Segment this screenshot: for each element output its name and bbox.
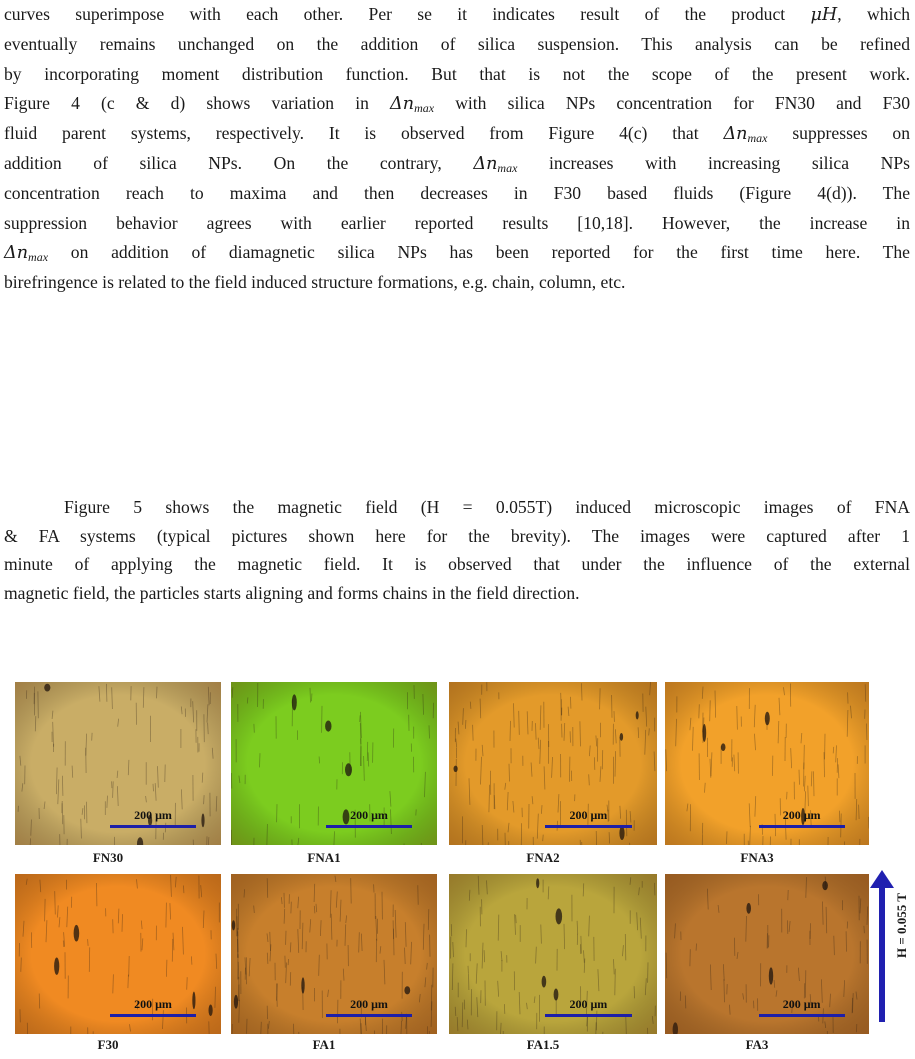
text-line: minute of applying the magnetic field. It is observed that under the influence of the external — [4, 554, 910, 574]
micrograph-fna1 — [231, 682, 437, 845]
text-line: curves superimpose with each other. Per se it indicates result of the product μH, which — [4, 4, 910, 25]
scale-label: 200 μm — [569, 808, 608, 822]
text-line: $\Delta n_{max}$ on addition of diamagnetic silica NPs has been reported for the first time here. The — [4, 242, 910, 265]
micrograph-f30 — [15, 874, 221, 1034]
micrograph-fna2 — [449, 682, 657, 845]
scale-bar — [110, 825, 197, 828]
panel-caption: FNA2 — [526, 850, 560, 865]
text-line: Figure 4 (c & d) shows variation in $\Delta n_{max}$ with silica NPs concentration for FN30 and F30 — [4, 93, 910, 116]
text-line: magnetic field, the particles starts aligning and forms chains in the field direction. — [4, 582, 580, 603]
text-line: birefringence is related to the field induced structure formations, e.g. chain, column, etc. — [4, 272, 626, 293]
panel-caption: FNA1 — [307, 850, 341, 865]
panel-caption: FA3 — [745, 1037, 769, 1052]
scale-label: 200 μm — [350, 997, 388, 1011]
scale-bar — [759, 825, 845, 828]
scale-label: 200 μm — [782, 997, 821, 1011]
text-line: eventually remains unchanged on the addition of silica suspension. This analysis can be refined — [4, 33, 910, 54]
micrograph-fa1-5 — [449, 874, 657, 1034]
text-line: concentration reach to maxima and then decreases in F30 based fluids (Figure 4(d)). The — [4, 182, 910, 203]
scale-bar — [545, 1014, 632, 1017]
micrograph-fn30 — [15, 682, 221, 845]
scale-bar — [326, 1014, 413, 1017]
text-line: Figure 5 shows the magnetic field (H = 0.055T) induced microscopic images of FNA — [64, 497, 910, 517]
scale-label: 200 μm — [134, 808, 172, 822]
scale-label: 200 μm — [134, 997, 172, 1011]
text-line: & FA systems (typical pictures shown here for the brevity). The images were captured after 1 — [4, 525, 910, 546]
field-direction-arrow — [870, 870, 910, 1030]
micrograph-fa3 — [665, 874, 869, 1034]
field-label: H = 0.055 T — [894, 893, 909, 958]
panel-caption: FA1 — [312, 1037, 336, 1052]
text-line: fluid parent systems, respectively. It is observed from Figure 4(c) that $\Delta n_{max}$ suppresses on — [4, 123, 910, 146]
micrograph-fna3 — [665, 682, 869, 845]
text-line: by incorporating moment distribution function. But that is not the scope of the present work. — [4, 63, 910, 84]
scale-label: 200 μm — [569, 997, 608, 1011]
text-line: addition of silica NPs. On the contrary, $\Delta n_{max}$ increases with increasing silica NPs — [4, 152, 910, 175]
arrow-shaft — [879, 886, 885, 1022]
scale-bar — [326, 825, 413, 828]
panel-caption: F30 — [97, 1037, 119, 1052]
paragraph-1 — [4, 0, 910, 298]
scale-label: 200 μm — [782, 808, 821, 822]
panel-caption: FNA3 — [740, 850, 774, 865]
panel-caption: FA1.5 — [526, 1037, 560, 1052]
scale-bar — [110, 1014, 197, 1017]
panel-caption: FN30 — [92, 850, 124, 865]
scale-bar — [759, 1014, 845, 1017]
micrograph-fa1 — [231, 874, 437, 1034]
scale-bar — [545, 825, 632, 828]
paragraph-2 — [4, 493, 910, 607]
scale-label: 200 μm — [350, 808, 388, 822]
text-line: suppression behavior agrees with earlier reported results [10,18]. However, the increase in — [4, 212, 910, 233]
